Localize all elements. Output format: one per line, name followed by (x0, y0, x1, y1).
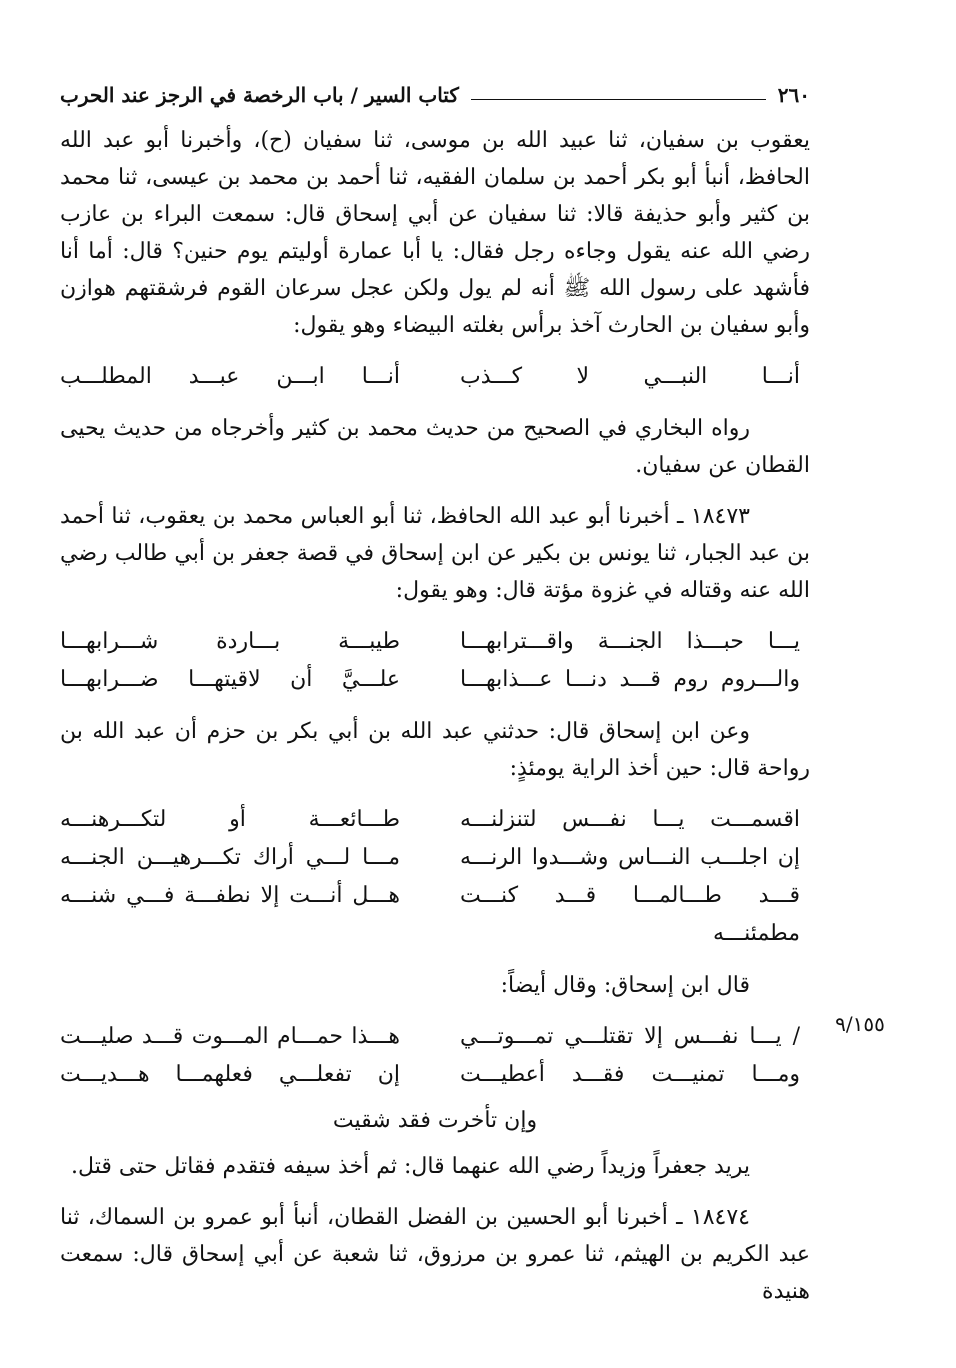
paragraph-6: يريد جعفراً وزيداً رضي الله عنهما قال: ثم أخذ سيفه فتقدم فقاتل حتى قتل. (71, 1154, 750, 1179)
paragraph-1: يعقوب بن سفيان، ثنا عبيد الله بن موسى، ثنا سفيان (ح)، وأخبرنا أبو عبد الله الحافظ، أنبأ أبو بكر أحمد بن سلمان الفقيه، ثنا أحمد بن محمد بن عيسى، ثنا محمد بن كثير وأبو حذيفة قالا: ثنا سفيان عن أبي إسحاق قال: سمعت البراء بن عازب رضي الله عنه يقول وجاءه رجل فقال: يا أبا عمارة أوليتم يوم حنين؟ قال: أما أنا فأشهد على رسول الله ﷺ أنه لم يول ولكن عجل سرعان القوم فرشقتهم هوازن وأبو سفيان بن الحارث آخذ برأس بغلته البيضاء وهو يقول: (60, 128, 810, 338)
page (60, 76, 810, 1310)
hadith-18473: ١٨٤٧٣ ـ أخبرنا أبو عبد الله الحافظ، ثنا أبو العباس محمد بن يعقوب، ثنا أحمد بن عبد الجبار، ثنا يونس بن بكير عن ابن إسحاق في قصة جعفر بن أبي طالب رضي الله عنه وقتاله في غزوة مؤتة قال: وهو يقول: (60, 504, 810, 603)
verse-hemistich-first: أنـــا النبـــي لا كـــذب (460, 364, 800, 389)
verse-line-1 (60, 358, 810, 396)
verse-line-8 (60, 1056, 810, 1094)
verse-line-4 (60, 801, 810, 839)
verse-line-7 (60, 1018, 810, 1056)
paragraph-2: رواه البخاري في الصحيح من حديث محمد بن كثير وأخرجاه من حديث يحيى القطان عن سفيان. (60, 416, 810, 478)
verse-hemistich-first: / يـــا نفـــس إلا تقتلـــي تمـــوتـــي (460, 1024, 800, 1049)
verse-hemistich-second: أنـــا ابـــن عبـــد المطلـــب (60, 364, 400, 389)
hadith-18474: ١٨٤٧٤ ـ أخبرنا أبو الحسين بن الفضل القطان، أنبأ أبو عمرو بن السماك، ثنا عبد الكريم بن الهيثم، ثنا عمرو بن مرزوق، ثنا شعبة عن أبي إسحاق قال: سمعت هنيدة (60, 1205, 810, 1304)
verse-hemistich-first: يـــا حبـــذا الجنـــة واقـــترابهـــا (460, 629, 800, 654)
paragraph-5: قال ابن إسحاق: وقال أيضاً: (500, 973, 750, 998)
verse-hemistich-second: طـــائعـــة أو لتكـــرهنـــه (60, 807, 400, 832)
verse-hemistich-second: هـــذا حمـــام المـــوت قـــد صليـــت (60, 1024, 400, 1049)
verse-line-5 (60, 839, 810, 877)
verse-hemistich-first: قـــد طـــالمـــا قـــد كنـــت مطمئنـــه (460, 883, 800, 946)
verse-hemistich-second: علـــيَّ أن لاقيتهـــا ضـــرابهـــا (60, 667, 400, 692)
verse-line-6 (60, 877, 810, 953)
verse-hemistich-first: والـــروم روم قـــد دنـــا عـــذابهـــا (460, 667, 800, 692)
margin-reference: ٩/١٥٥ (835, 1012, 885, 1036)
running-header (60, 76, 810, 114)
verse-hemistich-second: إن تفعلـــي فعلهمـــا هـــديـــت (60, 1062, 400, 1087)
verse-line-3 (60, 661, 810, 699)
verse-hemistich-first: اقسمـــت يـــا نفـــس لتنزلنـــه (460, 807, 800, 832)
verse-hemistich-second: هـــل أنـــت إلا نطفـــة فـــي شنـــه (60, 883, 400, 908)
verse-hemistich-first: ومـــا تمنيـــت فقـــد أعطيـــت (460, 1062, 800, 1087)
verse-line-9: وإن تأخرت فقد شقيت (332, 1108, 538, 1133)
verse-line-2 (60, 623, 810, 661)
verse-hemistich-second: مـــا لـــي أراك تكـــرهيـــن الجنـــه (60, 845, 400, 870)
verse-hemistich-first: إن اجلـــب النـــاس وشـــدوا الرنـــه (460, 845, 800, 870)
paragraph-4: وعن ابن إسحاق قال: حدثني عبد الله بن أبي بكر بن حزم أن عبد الله بن رواحة قال: حين أخذ الراية يومئذٍ: (60, 719, 810, 781)
page-number: ٢٦٠ (777, 83, 810, 107)
header-rule (471, 99, 766, 100)
running-title: كتاب السير / باب الرخصة في الرجز عند الحرب (60, 83, 459, 107)
verse-hemistich-second: طيبـــة بـــاردة شـــرابهـــا (60, 629, 400, 654)
